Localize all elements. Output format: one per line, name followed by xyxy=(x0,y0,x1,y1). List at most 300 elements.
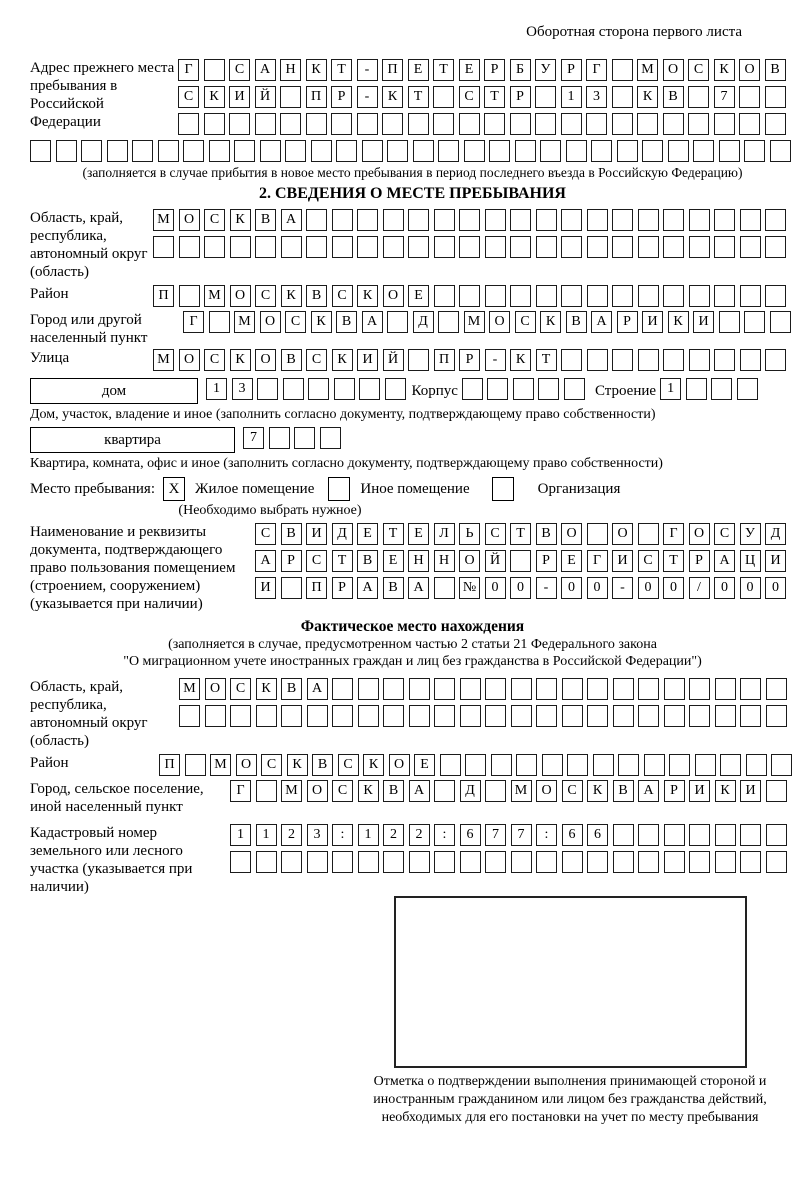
char-cell[interactable] xyxy=(719,311,740,333)
char-cell[interactable]: Й xyxy=(255,86,276,108)
char-cell[interactable] xyxy=(485,851,506,873)
char-cell[interactable]: Ь xyxy=(459,523,480,545)
char-cell[interactable] xyxy=(714,236,735,258)
char-cell[interactable]: С xyxy=(204,349,225,371)
char-cell[interactable] xyxy=(510,285,531,307)
char-cell[interactable]: К xyxy=(204,86,225,108)
char-cell[interactable]: К xyxy=(587,780,608,802)
char-cell[interactable] xyxy=(358,678,379,700)
char-cell[interactable]: 0 xyxy=(765,577,786,599)
char-cell[interactable] xyxy=(332,209,353,231)
char-cell[interactable]: Р xyxy=(664,780,685,802)
char-cell[interactable]: Е xyxy=(408,523,429,545)
char-cell[interactable] xyxy=(715,851,736,873)
char-cell[interactable] xyxy=(178,113,199,135)
char-cell[interactable]: 0 xyxy=(561,577,582,599)
char-cell[interactable] xyxy=(562,678,583,700)
char-cell[interactable] xyxy=(536,705,557,727)
char-cell[interactable]: 0 xyxy=(485,577,506,599)
char-cell[interactable] xyxy=(688,86,709,108)
char-cell[interactable] xyxy=(770,311,791,333)
char-cell[interactable]: А xyxy=(362,311,383,333)
char-cell[interactable]: Е xyxy=(383,550,404,572)
char-cell[interactable] xyxy=(765,113,786,135)
char-cell[interactable] xyxy=(485,678,506,700)
char-cell[interactable]: И xyxy=(255,577,276,599)
char-cell[interactable] xyxy=(459,236,480,258)
char-cell[interactable]: В xyxy=(663,86,684,108)
char-cell[interactable] xyxy=(408,349,429,371)
char-cell[interactable] xyxy=(613,705,634,727)
char-cell[interactable]: И xyxy=(642,311,663,333)
char-cell[interactable]: К xyxy=(230,349,251,371)
char-cell[interactable] xyxy=(153,236,174,258)
char-cell[interactable]: 1 xyxy=(206,378,227,400)
char-cell[interactable] xyxy=(280,86,301,108)
char-cell[interactable] xyxy=(485,285,506,307)
char-cell[interactable] xyxy=(612,285,633,307)
char-cell[interactable] xyxy=(434,236,455,258)
char-cell[interactable] xyxy=(771,754,792,776)
char-cell[interactable]: О xyxy=(230,285,251,307)
char-cell[interactable]: 6 xyxy=(562,824,583,846)
char-cell[interactable]: Р xyxy=(331,86,352,108)
char-cell[interactable]: А xyxy=(307,678,328,700)
char-cell[interactable] xyxy=(536,236,557,258)
char-cell[interactable]: С xyxy=(204,209,225,231)
char-cell[interactable] xyxy=(81,140,102,162)
char-cell[interactable]: Е xyxy=(414,754,435,776)
char-cell[interactable] xyxy=(179,236,200,258)
char-cell[interactable] xyxy=(383,236,404,258)
char-cell[interactable] xyxy=(744,311,765,333)
char-cell[interactable]: Д xyxy=(413,311,434,333)
char-cell[interactable]: Й xyxy=(485,550,506,572)
char-cell[interactable] xyxy=(183,140,204,162)
char-cell[interactable] xyxy=(669,754,690,776)
char-cell[interactable] xyxy=(409,705,430,727)
char-cell[interactable]: К xyxy=(363,754,384,776)
char-cell[interactable] xyxy=(510,236,531,258)
char-cell[interactable]: М xyxy=(204,285,225,307)
char-cell[interactable] xyxy=(204,236,225,258)
char-cell[interactable]: 0 xyxy=(714,577,735,599)
char-cell[interactable] xyxy=(587,349,608,371)
char-cell[interactable]: Т xyxy=(536,349,557,371)
char-cell[interactable]: С xyxy=(332,780,353,802)
char-cell[interactable] xyxy=(689,705,710,727)
char-cell[interactable] xyxy=(56,140,77,162)
char-cell[interactable] xyxy=(715,705,736,727)
char-cell[interactable] xyxy=(383,209,404,231)
stay-checkbox-inoe[interactable] xyxy=(328,477,350,501)
char-cell[interactable]: О xyxy=(260,311,281,333)
char-cell[interactable] xyxy=(464,140,485,162)
char-cell[interactable] xyxy=(720,754,741,776)
char-cell[interactable]: В xyxy=(336,311,357,333)
char-cell[interactable] xyxy=(766,678,787,700)
char-cell[interactable] xyxy=(766,824,787,846)
char-cell[interactable]: М xyxy=(281,780,302,802)
char-cell[interactable] xyxy=(359,378,380,400)
char-cell[interactable]: Т xyxy=(383,523,404,545)
char-cell[interactable]: С xyxy=(562,780,583,802)
char-cell[interactable]: Е xyxy=(408,285,429,307)
char-cell[interactable]: И xyxy=(612,550,633,572)
char-cell[interactable]: К xyxy=(510,349,531,371)
char-cell[interactable] xyxy=(306,113,327,135)
char-cell[interactable]: Г xyxy=(178,59,199,81)
char-cell[interactable] xyxy=(770,140,791,162)
char-cell[interactable] xyxy=(487,378,508,400)
char-cell[interactable] xyxy=(281,851,302,873)
char-cell[interactable] xyxy=(689,285,710,307)
char-cell[interactable] xyxy=(715,678,736,700)
char-cell[interactable] xyxy=(586,113,607,135)
char-cell[interactable] xyxy=(714,113,735,135)
char-cell[interactable]: 0 xyxy=(663,577,684,599)
char-cell[interactable] xyxy=(511,678,532,700)
char-cell[interactable]: В xyxy=(255,209,276,231)
char-cell[interactable]: В xyxy=(357,550,378,572)
char-cell[interactable] xyxy=(434,285,455,307)
char-cell[interactable] xyxy=(535,86,556,108)
char-cell[interactable] xyxy=(408,209,429,231)
char-cell[interactable] xyxy=(510,209,531,231)
char-cell[interactable]: Р xyxy=(561,59,582,81)
char-cell[interactable]: О xyxy=(489,311,510,333)
char-cell[interactable]: Т xyxy=(332,550,353,572)
char-cell[interactable]: 1 xyxy=(256,824,277,846)
char-cell[interactable] xyxy=(256,780,277,802)
char-cell[interactable]: Н xyxy=(280,59,301,81)
char-cell[interactable] xyxy=(256,851,277,873)
char-cell[interactable]: Т xyxy=(663,550,684,572)
char-cell[interactable]: И xyxy=(306,523,327,545)
char-cell[interactable]: О xyxy=(663,59,684,81)
char-cell[interactable]: : xyxy=(536,824,557,846)
char-cell[interactable] xyxy=(334,378,355,400)
char-cell[interactable] xyxy=(689,236,710,258)
char-cell[interactable] xyxy=(740,824,761,846)
char-cell[interactable]: Л xyxy=(434,523,455,545)
char-cell[interactable]: Й xyxy=(383,349,404,371)
char-cell[interactable] xyxy=(719,140,740,162)
char-cell[interactable] xyxy=(664,705,685,727)
char-cell[interactable]: О xyxy=(383,285,404,307)
char-cell[interactable]: Р xyxy=(510,86,531,108)
char-cell[interactable]: О xyxy=(612,523,633,545)
char-cell[interactable]: П xyxy=(434,349,455,371)
char-cell[interactable] xyxy=(511,851,532,873)
char-cell[interactable] xyxy=(332,705,353,727)
char-cell[interactable]: П xyxy=(382,59,403,81)
char-cell[interactable] xyxy=(562,851,583,873)
char-cell[interactable]: В xyxy=(765,59,786,81)
char-cell[interactable]: Р xyxy=(689,550,710,572)
char-cell[interactable] xyxy=(179,705,200,727)
char-cell[interactable] xyxy=(230,851,251,873)
char-cell[interactable] xyxy=(689,851,710,873)
char-cell[interactable]: К xyxy=(287,754,308,776)
char-cell[interactable] xyxy=(740,678,761,700)
char-cell[interactable]: О xyxy=(179,349,200,371)
char-cell[interactable] xyxy=(664,678,685,700)
char-cell[interactable]: А xyxy=(408,577,429,599)
char-cell[interactable] xyxy=(711,378,732,400)
char-cell[interactable] xyxy=(536,678,557,700)
char-cell[interactable]: - xyxy=(485,349,506,371)
char-cell[interactable] xyxy=(638,209,659,231)
char-cell[interactable]: И xyxy=(765,550,786,572)
char-cell[interactable]: М xyxy=(234,311,255,333)
char-cell[interactable]: Е xyxy=(357,523,378,545)
char-cell[interactable] xyxy=(485,236,506,258)
char-cell[interactable] xyxy=(234,140,255,162)
char-cell[interactable] xyxy=(612,209,633,231)
char-cell[interactable] xyxy=(746,754,767,776)
char-cell[interactable] xyxy=(540,140,561,162)
char-cell[interactable] xyxy=(230,236,251,258)
char-cell[interactable] xyxy=(484,113,505,135)
char-cell[interactable] xyxy=(438,311,459,333)
char-cell[interactable]: 7 xyxy=(485,824,506,846)
char-cell[interactable] xyxy=(256,705,277,727)
char-cell[interactable]: О xyxy=(179,209,200,231)
char-cell[interactable] xyxy=(612,113,633,135)
char-cell[interactable]: К xyxy=(230,209,251,231)
char-cell[interactable]: Т xyxy=(484,86,505,108)
char-cell[interactable] xyxy=(382,113,403,135)
char-cell[interactable] xyxy=(438,140,459,162)
char-cell[interactable]: : xyxy=(434,824,455,846)
char-cell[interactable]: 0 xyxy=(587,577,608,599)
char-cell[interactable] xyxy=(281,577,302,599)
char-cell[interactable] xyxy=(358,851,379,873)
char-cell[interactable]: М xyxy=(153,209,174,231)
char-cell[interactable]: К xyxy=(358,780,379,802)
char-cell[interactable]: 1 xyxy=(561,86,582,108)
char-cell[interactable] xyxy=(383,678,404,700)
char-cell[interactable]: У xyxy=(535,59,556,81)
char-cell[interactable]: А xyxy=(255,550,276,572)
char-cell[interactable]: Е xyxy=(408,59,429,81)
char-cell[interactable]: Н xyxy=(408,550,429,572)
char-cell[interactable]: К xyxy=(306,59,327,81)
char-cell[interactable] xyxy=(535,113,556,135)
char-cell[interactable]: О xyxy=(255,349,276,371)
char-cell[interactable] xyxy=(460,678,481,700)
char-cell[interactable] xyxy=(408,236,429,258)
char-cell[interactable]: С xyxy=(229,59,250,81)
char-cell[interactable] xyxy=(613,678,634,700)
char-cell[interactable]: В xyxy=(312,754,333,776)
char-cell[interactable]: А xyxy=(638,780,659,802)
char-cell[interactable]: И xyxy=(357,349,378,371)
char-cell[interactable] xyxy=(434,705,455,727)
char-cell[interactable]: К xyxy=(357,285,378,307)
char-cell[interactable] xyxy=(511,705,532,727)
char-cell[interactable] xyxy=(516,754,537,776)
char-cell[interactable] xyxy=(307,851,328,873)
char-cell[interactable] xyxy=(663,349,684,371)
char-cell[interactable]: С xyxy=(638,550,659,572)
char-cell[interactable] xyxy=(765,349,786,371)
char-cell[interactable] xyxy=(740,705,761,727)
char-cell[interactable] xyxy=(383,851,404,873)
char-cell[interactable]: С xyxy=(515,311,536,333)
char-cell[interactable]: - xyxy=(536,577,557,599)
char-cell[interactable]: К xyxy=(714,59,735,81)
char-cell[interactable] xyxy=(638,349,659,371)
char-cell[interactable] xyxy=(336,140,357,162)
char-cell[interactable]: К xyxy=(668,311,689,333)
char-cell[interactable] xyxy=(357,209,378,231)
char-cell[interactable]: П xyxy=(306,577,327,599)
char-cell[interactable] xyxy=(260,140,281,162)
char-cell[interactable] xyxy=(612,236,633,258)
char-cell[interactable]: 0 xyxy=(638,577,659,599)
char-cell[interactable]: В xyxy=(383,780,404,802)
char-cell[interactable] xyxy=(357,113,378,135)
char-cell[interactable]: Т xyxy=(510,523,531,545)
char-cell[interactable] xyxy=(513,378,534,400)
char-cell[interactable] xyxy=(714,209,735,231)
char-cell[interactable] xyxy=(434,780,455,802)
char-cell[interactable]: 3 xyxy=(232,378,253,400)
char-cell[interactable] xyxy=(561,349,582,371)
char-cell[interactable] xyxy=(714,349,735,371)
char-cell[interactable] xyxy=(613,824,634,846)
char-cell[interactable]: В xyxy=(281,523,302,545)
char-cell[interactable] xyxy=(664,851,685,873)
char-cell[interactable] xyxy=(107,140,128,162)
char-cell[interactable]: И xyxy=(693,311,714,333)
char-cell[interactable] xyxy=(409,851,430,873)
char-cell[interactable] xyxy=(561,285,582,307)
char-cell[interactable]: А xyxy=(714,550,735,572)
char-cell[interactable] xyxy=(740,285,761,307)
char-cell[interactable] xyxy=(689,678,710,700)
char-cell[interactable] xyxy=(564,378,585,400)
char-cell[interactable] xyxy=(434,678,455,700)
char-cell[interactable] xyxy=(663,285,684,307)
char-cell[interactable]: 1 xyxy=(230,824,251,846)
char-cell[interactable]: С xyxy=(285,311,306,333)
char-cell[interactable]: - xyxy=(357,59,378,81)
char-cell[interactable]: С xyxy=(261,754,282,776)
char-cell[interactable] xyxy=(638,824,659,846)
char-cell[interactable]: 0 xyxy=(510,577,531,599)
char-cell[interactable] xyxy=(638,236,659,258)
char-cell[interactable]: Р xyxy=(617,311,638,333)
char-cell[interactable] xyxy=(408,113,429,135)
char-cell[interactable]: К xyxy=(637,86,658,108)
char-cell[interactable] xyxy=(179,285,200,307)
char-cell[interactable] xyxy=(281,236,302,258)
char-cell[interactable]: Д xyxy=(765,523,786,545)
char-cell[interactable]: Ц xyxy=(740,550,761,572)
char-cell[interactable] xyxy=(209,311,230,333)
char-cell[interactable] xyxy=(332,236,353,258)
char-cell[interactable] xyxy=(158,140,179,162)
char-cell[interactable]: К xyxy=(256,678,277,700)
char-cell[interactable] xyxy=(737,378,758,400)
char-cell[interactable]: О xyxy=(389,754,410,776)
char-cell[interactable] xyxy=(689,824,710,846)
char-cell[interactable] xyxy=(285,140,306,162)
char-cell[interactable]: В xyxy=(306,285,327,307)
char-cell[interactable] xyxy=(566,140,587,162)
char-cell[interactable]: И xyxy=(229,86,250,108)
char-cell[interactable]: А xyxy=(255,59,276,81)
char-cell[interactable] xyxy=(205,705,226,727)
char-cell[interactable]: С xyxy=(255,285,276,307)
char-cell[interactable]: У xyxy=(740,523,761,545)
char-cell[interactable] xyxy=(663,209,684,231)
char-cell[interactable]: 2 xyxy=(409,824,430,846)
char-cell[interactable]: 7 xyxy=(714,86,735,108)
char-cell[interactable]: - xyxy=(612,577,633,599)
char-cell[interactable] xyxy=(255,236,276,258)
char-cell[interactable] xyxy=(663,236,684,258)
char-cell[interactable] xyxy=(538,378,559,400)
char-cell[interactable]: О xyxy=(739,59,760,81)
char-cell[interactable] xyxy=(485,780,506,802)
char-cell[interactable] xyxy=(689,209,710,231)
char-cell[interactable] xyxy=(306,236,327,258)
char-cell[interactable] xyxy=(331,113,352,135)
char-cell[interactable] xyxy=(561,113,582,135)
char-cell[interactable]: 1 xyxy=(660,378,681,400)
char-cell[interactable] xyxy=(766,780,787,802)
char-cell[interactable] xyxy=(385,378,406,400)
char-cell[interactable]: И xyxy=(689,780,710,802)
char-cell[interactable] xyxy=(740,236,761,258)
char-cell[interactable]: О xyxy=(561,523,582,545)
char-cell[interactable] xyxy=(714,285,735,307)
char-cell[interactable] xyxy=(255,113,276,135)
char-cell[interactable]: В xyxy=(536,523,557,545)
char-cell[interactable] xyxy=(638,851,659,873)
char-cell[interactable]: Р xyxy=(484,59,505,81)
char-cell[interactable] xyxy=(132,140,153,162)
char-cell[interactable]: К xyxy=(281,285,302,307)
char-cell[interactable] xyxy=(593,754,614,776)
char-cell[interactable]: М xyxy=(637,59,658,81)
char-cell[interactable] xyxy=(308,378,329,400)
char-cell[interactable] xyxy=(664,824,685,846)
char-cell[interactable] xyxy=(383,705,404,727)
char-cell[interactable]: С xyxy=(714,523,735,545)
char-cell[interactable] xyxy=(281,705,302,727)
char-cell[interactable]: 2 xyxy=(281,824,302,846)
char-cell[interactable]: С xyxy=(230,678,251,700)
char-cell[interactable]: 0 xyxy=(740,577,761,599)
char-cell[interactable] xyxy=(209,140,230,162)
char-cell[interactable]: П xyxy=(153,285,174,307)
char-cell[interactable] xyxy=(434,577,455,599)
char-cell[interactable] xyxy=(591,140,612,162)
char-cell[interactable]: Е xyxy=(459,59,480,81)
char-cell[interactable] xyxy=(358,705,379,727)
char-cell[interactable] xyxy=(204,59,225,81)
char-cell[interactable]: С xyxy=(332,285,353,307)
char-cell[interactable]: Б xyxy=(510,59,531,81)
char-cell[interactable]: 6 xyxy=(460,824,481,846)
char-cell[interactable] xyxy=(587,523,608,545)
char-cell[interactable] xyxy=(765,285,786,307)
